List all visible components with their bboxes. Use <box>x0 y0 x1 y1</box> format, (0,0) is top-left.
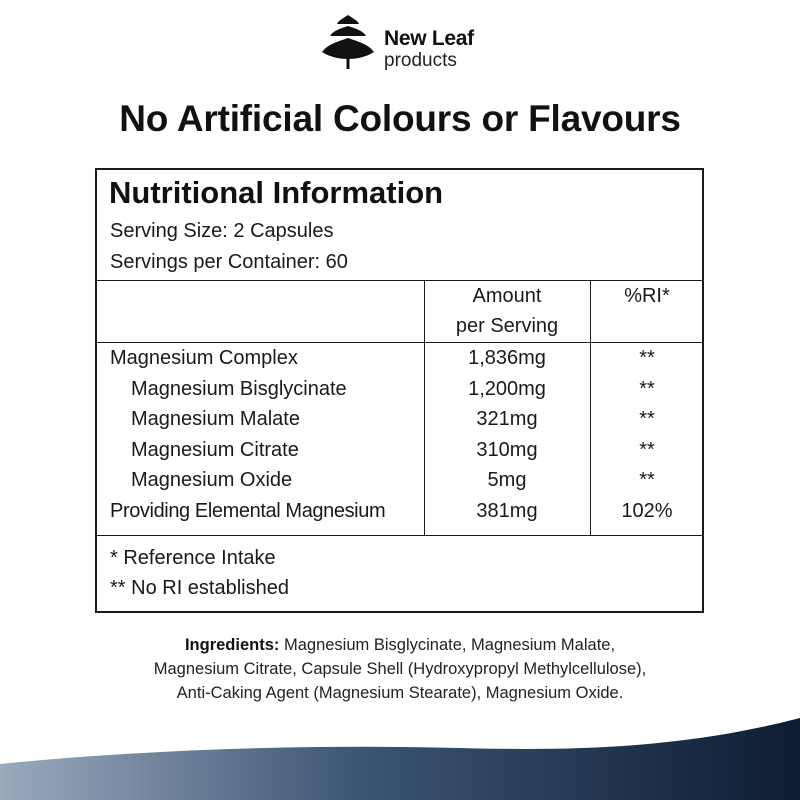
brand-logo <box>320 13 490 73</box>
row-ri-magnesium-oxide: ** <box>639 469 655 491</box>
row-amount-magnesium-malate: 321mg <box>476 408 538 430</box>
footnote-reference-intake: * Reference Intake <box>110 547 276 569</box>
row-label-magnesium-malate: Magnesium Malate <box>131 408 300 430</box>
ingredients-line-1 <box>60 633 740 657</box>
row-label-magnesium-bisglycinate: Magnesium Bisglycinate <box>131 378 347 400</box>
brand-subtitle: products <box>384 50 457 71</box>
ingredients-line-3: Anti-Caking Agent (Magnesium Stearate), Magnesium Oxide. <box>176 684 624 702</box>
row-amount-elemental-magnesium: 381mg <box>476 500 538 522</box>
row-ri-elemental-magnesium: 102% <box>621 500 673 522</box>
ingredients-line-1-text: Magnesium Bisglycinate, Magnesium Malate, <box>279 636 616 654</box>
serving-size: Serving Size: 2 Capsules <box>110 220 334 242</box>
row-label-elemental-magnesium: Providing Elemental Magnesium <box>110 500 386 522</box>
row-amount-magnesium-oxide: 5mg <box>487 469 527 491</box>
amount-header-line1: Amount <box>472 285 542 307</box>
amount-header-line2: per Serving <box>455 315 559 337</box>
footnote-no-ri: ** No RI established <box>110 577 289 599</box>
brand-name: New Leaf <box>384 27 474 50</box>
row-ri-magnesium-citrate: ** <box>639 439 655 461</box>
servings-per-container: Servings per Container: 60 <box>110 251 348 273</box>
row-label-magnesium-citrate: Magnesium Citrate <box>131 439 299 461</box>
row-ri-magnesium-complex: ** <box>639 347 655 369</box>
headline: No Artificial Colours or Flavours <box>119 98 681 139</box>
row-ri-magnesium-malate: ** <box>639 408 655 430</box>
row-label-magnesium-oxide: Magnesium Oxide <box>131 469 293 491</box>
decorative-wave <box>0 690 800 800</box>
amount-header <box>424 281 590 341</box>
nutrition-panel <box>95 168 704 613</box>
ingredients-line-2: Magnesium Citrate, Capsule Shell (Hydroxypropyl Methylcellulose), <box>153 660 647 678</box>
row-label-magnesium-complex: Magnesium Complex <box>110 347 298 369</box>
row-amount-magnesium-complex: 1,836mg <box>468 347 546 369</box>
panel-title: Nutritional Information <box>109 175 444 210</box>
ri-header: %RI* <box>624 285 670 307</box>
row-amount-magnesium-bisglycinate: 1,200mg <box>468 378 546 400</box>
ingredients-label: Ingredients: <box>184 636 280 654</box>
row-amount-magnesium-citrate: 310mg <box>476 439 538 461</box>
divider <box>97 535 702 536</box>
divider <box>97 342 702 343</box>
leaf-tree-icon <box>320 13 376 71</box>
row-ri-magnesium-bisglycinate: ** <box>639 378 655 400</box>
